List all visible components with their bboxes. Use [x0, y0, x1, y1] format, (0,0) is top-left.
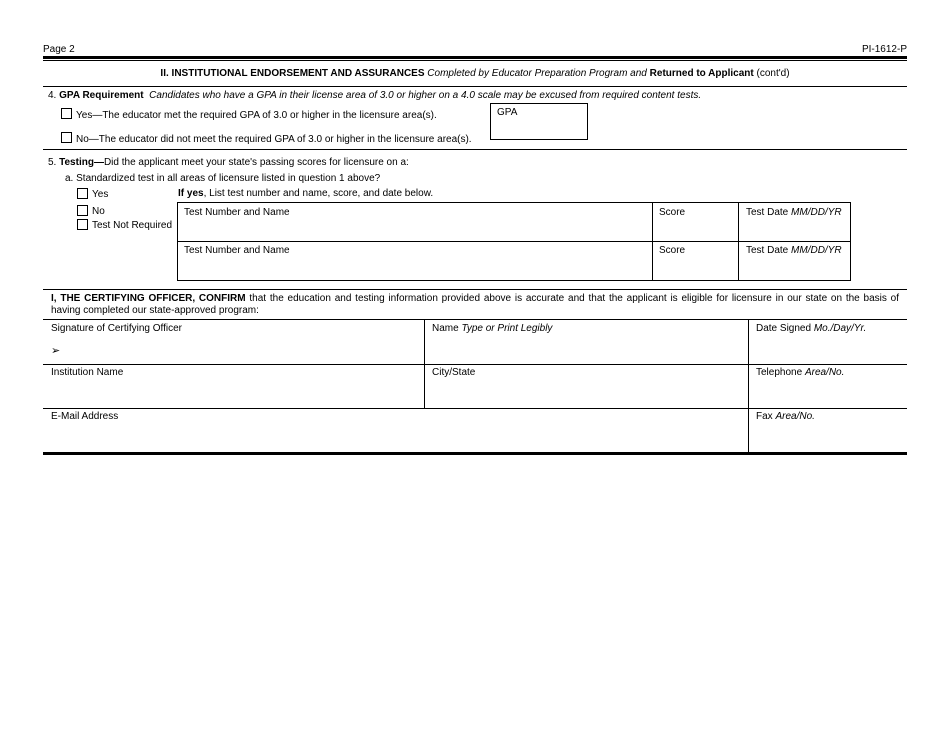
signature-field-label[interactable]: Signature of Certifying Officer: [51, 323, 182, 334]
test-row-2-score[interactable]: Score: [659, 245, 686, 256]
test-row-1-score[interactable]: Score: [659, 207, 686, 218]
testing-question: 5. Testing—Did the applicant meet your state's passing scores for licensure on a:: [48, 157, 409, 168]
gpa-question: 4. GPA Requirement Candidates who have a GPA in their license area of 3.0 or higher on a 4.0 scale may be excused from required content tests.: [48, 90, 702, 101]
cert-rule: [43, 319, 907, 320]
form-id: PI-1612-P: [861, 44, 907, 55]
gpa-yes-checkbox[interactable]: [61, 108, 72, 119]
fax-field-label[interactable]: Fax Area/No.: [756, 411, 815, 422]
sig-grid-col-2: [748, 319, 749, 453]
testing-not-required-checkbox[interactable]: [77, 219, 88, 230]
city-state-field-label[interactable]: City/State: [432, 367, 476, 378]
test-table-col-divider-2: [738, 202, 739, 281]
gpa-rule: [43, 149, 907, 150]
testing-no-label: No: [92, 206, 105, 217]
gpa-box-label: GPA: [497, 107, 518, 118]
test-row-2-date[interactable]: Test Date MM/DD/YR: [746, 245, 842, 256]
test-row-1-date[interactable]: Test Date MM/DD/YR: [746, 207, 842, 218]
date-signed-field-label[interactable]: Date Signed Mo./Day/Yr.: [756, 323, 867, 334]
section-title-rule: [43, 86, 907, 87]
testing-yes-label: Yes: [92, 189, 109, 200]
header-rule-thin: [43, 60, 907, 61]
gpa-yes-label: Yes—The educator met the required GPA of 3.0 or higher in the licensure area(s).: [76, 110, 437, 121]
signature-arrow-icon: ➢: [51, 344, 61, 357]
certification-statement: I, THE CERTIFYING OFFICER, CONFIRM that the education and testing information provided above is accurate and that the applicant is eligible for licensure in our state on the basis of having completed our state-approved program:: [51, 293, 899, 316]
test-table-row-divider: [177, 241, 851, 242]
section-title: II. INSTITUTIONAL ENDORSEMENT AND ASSURANCES Completed by Educator Preparation Program and Returned to Applicant (cont'd): [160, 68, 790, 79]
test-table-col-divider-1: [652, 202, 653, 281]
testing-if-yes-instruction: If yes, List test number and name, score, and date below.: [178, 188, 434, 199]
gpa-input-box[interactable]: [490, 103, 588, 140]
footer-double-rule: [43, 452, 907, 455]
name-field-label[interactable]: Name Type or Print Legibly: [432, 323, 553, 334]
testing-not-required-label: Test Not Required: [92, 220, 173, 231]
testing-sub-question: a. Standardized test in all areas of licensure listed in question 1 above?: [65, 173, 381, 184]
test-row-2-name[interactable]: Test Number and Name: [184, 245, 290, 256]
testing-no-checkbox[interactable]: [77, 205, 88, 216]
telephone-field-label[interactable]: Telephone Area/No.: [756, 367, 845, 378]
test-row-1-name[interactable]: Test Number and Name: [184, 207, 290, 218]
email-field-label[interactable]: E-Mail Address: [51, 411, 119, 422]
gpa-no-checkbox[interactable]: [61, 132, 72, 143]
sig-grid-row-2: [43, 408, 907, 409]
header-double-rule: [43, 56, 907, 59]
testing-rule: [43, 289, 907, 290]
institution-field-label[interactable]: Institution Name: [51, 367, 124, 378]
testing-yes-checkbox[interactable]: [77, 188, 88, 199]
page-number: Page 2: [43, 44, 75, 55]
gpa-no-label: No—The educator did not meet the required GPA of 3.0 or higher in the licensure area(s).: [76, 134, 472, 145]
sig-grid-row-1: [43, 364, 907, 365]
